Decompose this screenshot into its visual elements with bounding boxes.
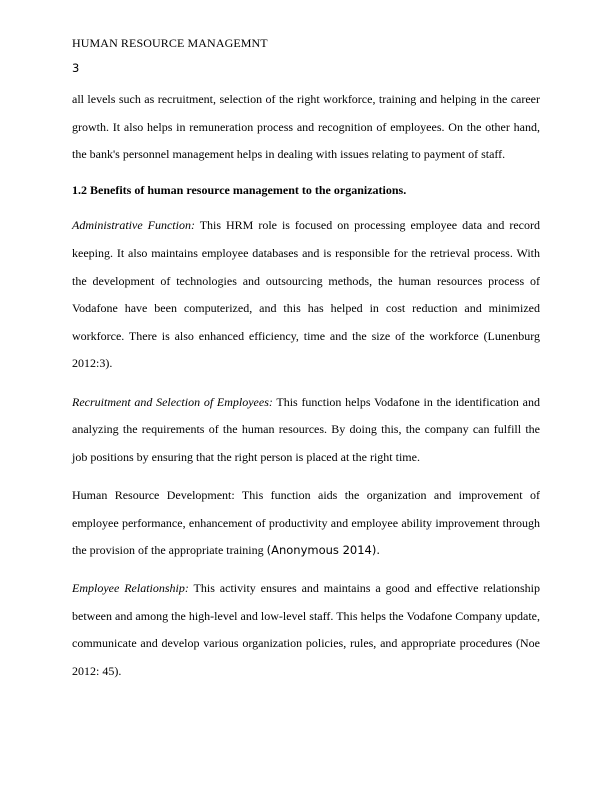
development-text: Human Resource Development: This function aids the organization and improvement of employee performance, enhancement of productivity and employee ability improvement through the provision of the appropriate training xyxy=(72,487,540,558)
administrative-function-term: Administrative Function: xyxy=(72,218,195,233)
page-number: 3 xyxy=(72,61,80,75)
development-paragraph xyxy=(72,482,540,565)
recruitment-term: Recruitment and Selection of Employees: xyxy=(72,394,273,409)
document-body xyxy=(72,86,540,696)
employee-relationship-text: This activity ensures and maintains a good and effective relationship between and among the high-level and low-level staff. This helps the Vodafone Company update, communicate and develop various organization policies, rules, and appropriate procedures (Noe 2012: 45). xyxy=(72,581,540,679)
recruitment-text: This function helps Vodafone in the identification and analyzing the requirements of the human resources. By doing this, the company can fulfill the job positions by ensuring that the right person is placed at the right time. xyxy=(72,394,540,464)
employee-relationship-paragraph xyxy=(72,575,540,685)
administrative-function-text: This HRM role is focused on processing employee data and record keeping. It also maintains employee databases and is responsible for the retrieval process. With the development of technologies and outsourcing methods, the human resources process of Vodafone have been computerized, and this has helped in cost reduction and minimized workforce. There is also enhanced efficiency, time and the size of the workforce (Lunenburg 2012:3). xyxy=(72,218,540,371)
development-citation: (Anonymous 2014). xyxy=(266,543,380,558)
intro-paragraph: all levels such as recruitment, selection of the right workforce, training and helping in the career growth. It also helps in remuneration process and recognition of employees. On the other hand, the bank's personnel management helps in dealing with issues relating to payment of staff. xyxy=(72,92,540,162)
employee-relationship-term: Employee Relationship: xyxy=(72,581,189,596)
section-heading: 1.2 Benefits of human resource management to the organizations. xyxy=(72,182,407,197)
recruitment-paragraph xyxy=(72,389,540,472)
running-header: HUMAN RESOURCE MANAGEMNT xyxy=(72,36,268,50)
administrative-function-paragraph xyxy=(72,212,540,378)
